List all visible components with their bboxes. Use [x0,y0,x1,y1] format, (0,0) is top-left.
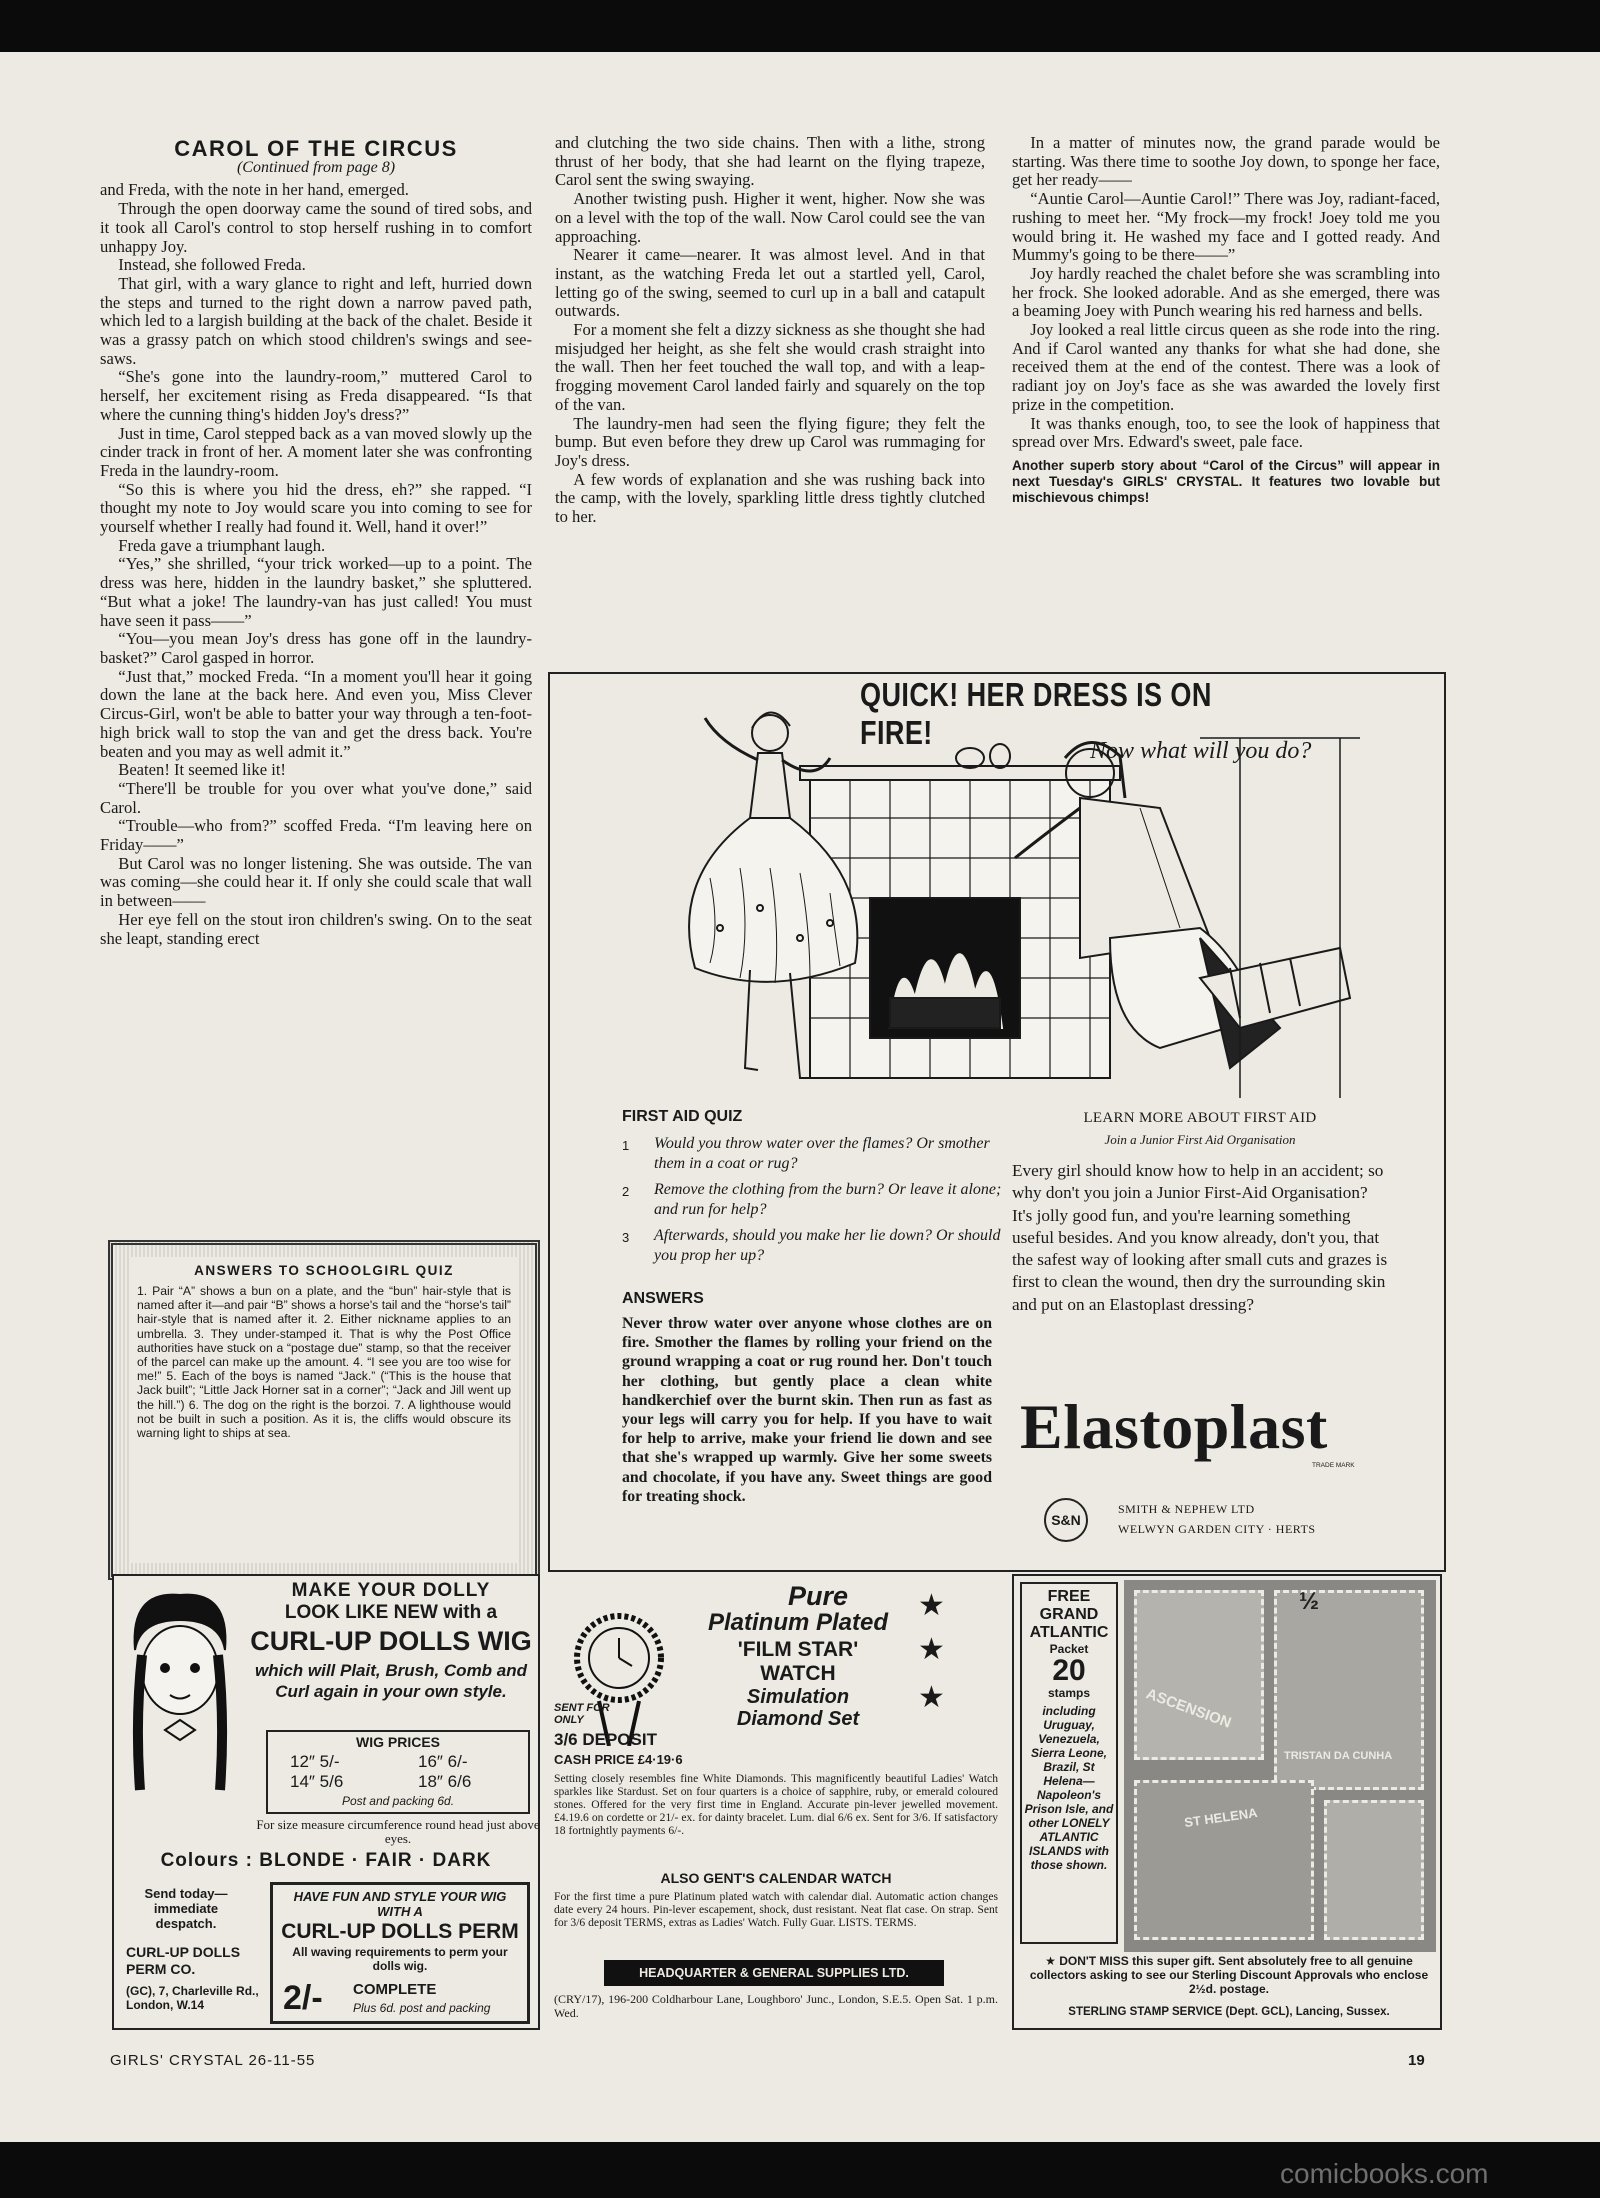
star-icon: ★ [918,1681,945,1714]
story-paragraph: For a moment she felt a dizzy sickness as she thought she had misjudged her height, as she felt she would crash straight into the wall. Then her feet touched the wall top, and with a leap-frogging movement Carol landed fairly and squarely on the top of the van. [555,320,985,414]
page-number: 19 [1408,2052,1425,2069]
stamp-label: TRISTAN DA CUNHA [1284,1750,1393,1762]
stamp-label: ASCENSION [1143,1685,1234,1732]
stamps-advert [1012,1574,1442,2030]
story-paragraph: But Carol was no longer listening. She was outside. The van was coming—she could hear it. If only she could scale that wall in between—— [100,853,532,911]
watch-headline-5: Simulation [746,1686,850,1708]
dolls-headline-1: MAKE YOUR DOLLY [291,1580,491,1601]
stamps-packet: Packet [1049,1642,1089,1656]
watch-headline-6: Diamond Set [736,1708,860,1730]
story-paragraph: “Just that,” mocked Freda. “In a moment you'll hear it going down the lane at the back here. And even you, Miss Clever Circus-Girl, won't be able to batter your way through a ten-foot-high brick wall to stop the van and get the dress back. You're beaten and you may as well admit it.” [100,666,532,761]
story-continued-note: (Continued from page 8) [236,158,396,176]
question-number: 1 [622,1138,630,1153]
quiz-question [622,1226,1010,1266]
story-paragraph: Joy hardly reached the chalet before she was scrambling into her frock. She looked adorable. And as she emerged, there was a beaming Joey with Punch wearing his red harness and bells. [1012,263,1440,321]
story-paragraph: Beaten! It seemed like it! [118,760,286,780]
question-number: 2 [622,1184,630,1199]
gents-watch-title: ALSO GENT'S CALENDAR WATCH [660,1870,892,1886]
gents-watch-description: For the first time a pure Platinum plated watch with calendar dial. Automatic action changes date every 24 hours. Pin-lever escapement, shock, dust resistant. Neat flat case. On strap. Sent for 3/6 deposit TERMS, extras as Ladies' Watch. Fully Guar. LISTS. TERMS. [554,1890,998,1929]
answers-title: ANSWERS [622,1290,704,1307]
story-column-1 [100,136,532,948]
question-text: Would you throw water over the flames? Or smother them in a coat or rug? [654,1135,990,1172]
story-paragraph: Joy looked a real little circus queen as she rode into the ring. And if Carol wanted any thanks for what she had done, she received them at the end of the contest. There was a look of radiant joy on Joy's face as she was awarded the lovely first prize in the competition. [1012,320,1440,414]
first-aid-quiz-title: FIRST AID QUIZ [622,1108,743,1125]
watch-deposit: 3/6 DEPOSIT [554,1730,657,1749]
stamps-countries: including Uruguay, Venezuela, Sierra Leone, Brazil, St Helena— Napoleon's Prison Isle, and other LONELY ATLANTIC ISLANDS with those shown. [1024,1704,1114,1872]
stamp-image [1324,1800,1424,1940]
story-column-3 [1012,134,1440,506]
story-title: CAROL OF THE CIRCUS [174,136,458,161]
stamps-company: STERLING STAMP SERVICE (Dept. GCL), Lancing, Sussex. [1068,2006,1390,2018]
answers-text: Never throw water over anyone whose clothes are on fire. Smother the flames by rolling your friend on the ground wrapping a coat or rug round her. Don't touch her clothing, but gently place a clean white handkerchief over the burnt skin. Then run as fast as your legs will carry you for help. If you have to wait for help to arrive, make your friend lie down and see that she's wrapped up warmly. Give her some sweets and chocolate, if you have any. Sweet things are good for treating shock. [622,1315,992,1505]
smith-nephew-logo: S&N [1044,1498,1088,1542]
star-icon: ★ [918,1589,945,1622]
story-paragraph: Just in time, Carol stepped back as a van moved slowly up the cinder track in front of her. A moment later she was confronting Freda in the laundry-room. [100,423,532,480]
watch-address: (CRY/17), 196-200 Coldharbour Lane, Loughboro' Junc., London, S.E.5. Open Sat. 1 p.m. Wed. [554,1992,998,2020]
maker-name: SMITH & NEPHEW LTD [1118,1502,1255,1516]
wig-colours: Colours : BLONDE · FAIR · DARK [160,1850,492,1871]
perm-intro: HAVE FUN AND STYLE YOUR WIG WITH A [293,1889,507,1919]
perm-title: CURL-UP DOLLS PERM [281,1920,519,1943]
story-paragraph: Her eye fell on the stout iron children's swing. On to the seat she leapt, standing erect [100,909,532,948]
learn-more-subtitle: Join a Junior First Aid Organisation [1104,1132,1296,1147]
wig-price: 16″ 6/- [418,1752,468,1771]
story-paragraph: Through the open doorway came the sound of tired sobs, and it took all Carol's control to stop herself rushing in to comfort unhappy Joy. [100,199,532,256]
next-story-note: Another superb story about “Carol of the Circus” will appear in next Tuesday's GIRLS' CRYSTAL. It features two lovable but mischievous chimps! [1012,457,1440,505]
fire-illustration [640,698,1360,1108]
story-paragraph: Another twisting push. Higher it went, higher. Now she was on a level with the top of the wall. Now Carol could see the van approaching. [555,189,985,246]
story-paragraph: A few words of explanation and she was rushing back into the camp, with the lovely, sparkling little dress tightly clutched to her. [555,469,985,527]
story-paragraph: Freda gave a triumphant laugh. [118,535,326,555]
dolls-tagline: which will Plait, Brush, Comb and Curl again in your own style. [254,1661,528,1701]
stamp-label: ST HELENA [1183,1804,1259,1831]
perm-complete: COMPLETE [353,1981,437,1998]
dolls-headline-2: LOOK LIKE NEW with a [284,1602,498,1623]
story-paragraph: The laundry-men had seen the flying figure; they felt the bump. But even before they drew up Carol was rummaging for Joy's dress. [555,413,985,470]
story-paragraph: “Yes,” she shrilled, “your trick worked—up to a point. The dress was here, hidden in the laundry basket,” she spluttered. “But what a joke! The laundry-van has just called! You must have seen it pass——” [100,554,532,630]
watch-cash-price: CASH PRICE £4·19·6 [554,1752,683,1767]
learn-more-text: Every girl should know how to help in an accident; so why don't you join a Junior First-Aid Organisation? It's jolly good fun, and you're learning something useful besides. And you know already, don't you, that the safest way of looking after small cuts and grazes is first to clean the wound, then dry the surrounding skin and put on an Elastoplast dressing? [1012,1161,1388,1314]
question-text: Remove the clothing from the burn? Or leave it alone; and run for help? [654,1181,1002,1218]
site-watermark: comicbooks.com [1280,2158,1489,2189]
quiz-question [622,1180,1010,1220]
quiz-answers-title: ANSWERS TO SCHOOLGIRL QUIZ [194,1263,454,1278]
story-paragraph: It was thanks enough, too, to see the look of happiness that spread over Mrs. Edward's sweet, pale face. [1012,413,1440,452]
story-paragraph: “Auntie Carol—Auntie Carol!” There was Joy, radiant-faced, rushing to meet her. “My frock—my frock! Joey told me you would bring it. He washed my face and I gotted ready. And Mummy's going to be there——” [1012,189,1440,265]
magazine-footer: GIRLS' CRYSTAL 26-11-55 [110,2052,316,2069]
elastoplast-brand: Elastoplast [1020,1391,1328,1462]
wig-price: 14″ 5/6 [290,1772,344,1791]
story-column-2 [555,134,985,527]
stamps-grand: GRAND [1039,1606,1099,1623]
story-paragraph: That girl, with a wary glance to right and left, hurried down the steps and turned to the right down a narrow paved path, which led to a largish building at the back of the chalet. Beside it was a grassy patch on which stood children's swings and see-saws. [100,273,532,368]
perm-requirements: All waving requirements to perm your dolls wig. [292,1945,508,1973]
watch-headline-2: Platinum Plated [707,1609,889,1636]
quiz-answers-box [108,1240,540,1580]
story-paragraph: “You—you mean Joy's dress has gone off in the laundry-basket?” Carol gasped in horror. [100,629,532,667]
wig-prices-title: WIG PRICES [355,1734,440,1750]
watch-company: HEADQUARTER & GENERAL SUPPLIES LTD. [604,1960,944,1986]
story-paragraph: Nearer it came—nearer. It was almost level. And in that instant, as the watching Freda let out a startled yell, Carol, letting go of the swing, seemed to curl up in a ball and catapult outwards. [555,245,985,321]
stamps-free: FREE [1047,1588,1091,1605]
trademark-note: TRADE MARK [1312,1462,1355,1469]
star-icon: ★ [918,1633,945,1666]
story-paragraph: Instead, she followed Freda. [118,255,306,275]
dolls-address: (GC), 7, Charleville Rd., London, W.14 [126,1984,259,2012]
send-today-note: Send today— immediate despatch. [144,1886,228,1931]
story-paragraph: “She's gone into the laundry-room,” muttered Carol to herself, her excitement rising as Freda disappeared. “Is that where the cunning thing's hidden Joy's dress?” [100,367,532,424]
stamp-value: ½ [1299,1588,1320,1615]
stamp-image [1134,1780,1314,1940]
watch-headline-4: WATCH [760,1662,836,1685]
wig-prices-box [266,1730,530,1814]
watch-headline-1: Pure [787,1581,849,1611]
perm-price: 2/- [283,1979,323,2017]
wig-size-note: For size measure circumference round head just above eyes. [256,1817,540,1846]
story-paragraph: “There'll be trouble for you over what you've done,” said Carol. [100,778,532,817]
stamps-label: stamps [1047,1686,1091,1700]
first-aid-questions [622,1134,1010,1272]
wig-postage: Post and packing 6d. [341,1794,455,1808]
question-text: Afterwards, should you make her lie down? Or should you prop her up? [654,1227,1001,1264]
quiz-question [622,1134,1010,1174]
watch-headline-3: 'FILM STAR' [737,1638,859,1661]
dolls-headline-3: CURL-UP DOLLS WIG [250,1626,532,1656]
story-paragraph: “So this is where you hid the dress, eh?” she rapped. “I thought my note to Joy would scare you into coming to see for yourself whether I really had found it. Well, hand it over!” [100,479,532,537]
wig-price: 12″ 5/- [290,1752,340,1771]
question-number: 3 [622,1230,630,1245]
advert-subhead: Now what will you do? [1090,738,1312,764]
quiz-answers-text: 1. Pair “A” shows a bun on a plate, and the “bun” hair-style that is named after it—and pair “B” shows a horse's tail and the “horse's tail” hair-style that is named after it. 2. Either nickname applies to an umbrella. 3. They under-stamped it. That is why the Post Office authorities have stuck on a “postage due” stamp, so that the receiver of the parcel can make up the amount. 4. “I see you are too wise for me!” 5. Each of the boys is named “Jack.” (“This is the house that Jack built”; “Little Jack Horner sat in a corner”; “Jack and Jill went up the hill.”) 6. The dog on the right is the borzoi. 7. A lighthouse would not be built in such a position. As it is, the cliffs would obscure its warning light to ships at sea. [137,1284,511,1441]
watch-advert [548,1574,1008,2030]
story-paragraph: and Freda, with the note in her hand, emerged. [100,180,409,200]
story-paragraph: and clutching the two side chains. Then with a lithe, strong thrust of her body, that she had learnt on the flying trapeze, Carol sent the swing swaying. [555,133,985,190]
stamp-image [1134,1590,1264,1760]
stamps-count: 20 [1052,1654,1086,1687]
perm-box [270,1882,530,2024]
dolls-wig-advert [112,1574,540,2030]
stamps-panel [1020,1582,1118,1944]
stamps-atlantic: ATLANTIC [1029,1624,1109,1641]
story-paragraph: “Trouble—who from?” scoffed Freda. “I'm leaving here on Friday——” [100,816,532,855]
perm-postage: Plus 6d. post and packing [353,2001,491,2015]
maker-address: WELWYN GARDEN CITY · HERTS [1118,1522,1316,1536]
story-paragraph: In a matter of minutes now, the grand parade would be starting. Was there time to soothe Joy down, to sponge her face, get her ready—— [1012,133,1440,190]
wig-price: 18″ 6/6 [418,1772,472,1791]
stamps-dont-miss: ★ DON'T MISS this super gift. Sent absolutely free to all genuine collectors asking to see our Sterling Discount Approvals who enclose 2½d. postage. [1029,1954,1429,1996]
stamps-photo [1124,1580,1436,1952]
watch-description: Setting closely resembles fine White Diamonds. This magnificently beautiful Ladies' Watch sparkles like Stardust. Set on four quarters is a choice of sapphire, ruby, or emerald coloured stones. Offered for the very first time in England. Accurate pin-lever jewelled movement. £4.19.6 on cordette or 21/- ex. for dainty bracelet. Lum. dial 6/6 ex. Sent for 3/6. If satisfactory 18 fortnightly payments 6/-. [554,1772,998,1837]
watch-sent-for: SENT FOR ONLY [554,1702,610,1726]
doll-illustration [120,1590,240,1800]
advert-headline: QUICK! HER DRESS IS ON FIRE! [860,676,1212,751]
dolls-company: CURL-UP DOLLS PERM CO. [126,1944,241,1977]
learn-more-title: LEARN MORE ABOUT FIRST AID [1083,1110,1317,1126]
